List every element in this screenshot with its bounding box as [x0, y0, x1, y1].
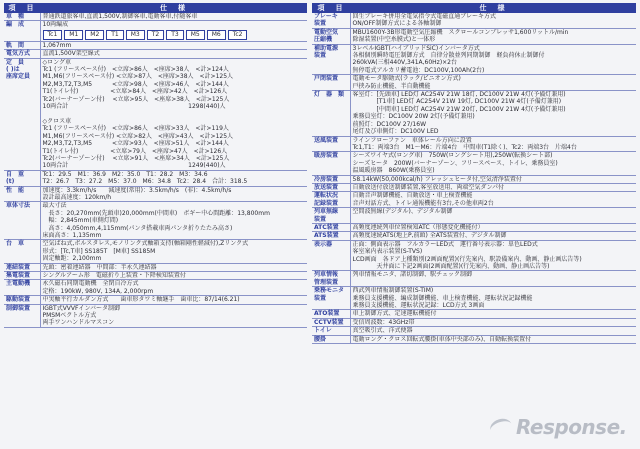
spec-value — [350, 152, 636, 175]
spec-label: トイレ — [312, 327, 350, 335]
spec-value — [350, 271, 636, 287]
spec-row — [4, 272, 307, 280]
spec-label: 運転状況 記録装置 — [312, 192, 350, 208]
spec-text: 電動モータ駆動式(ラック/ピニオン方式) 戸挟み防止機能、半自動機能 — [352, 75, 461, 90]
spec-value — [350, 335, 636, 343]
spec-text: 空間波無線(デジタル)、デジタル制御 — [352, 208, 453, 216]
spec-row — [312, 183, 636, 191]
header-spec: 仕 様 — [350, 3, 636, 13]
spec-value — [40, 280, 307, 296]
header-item: 項 目 — [4, 3, 40, 13]
spec-value — [40, 41, 307, 49]
car-box: Tc1 — [43, 30, 63, 40]
spec-text: 電動ロング・クロス回転式腰掛(車体中央部のみ)、自動転換装置付 — [352, 335, 532, 343]
spec-label: 性 能 — [4, 186, 40, 202]
spec-row — [4, 170, 307, 186]
spec-value — [40, 202, 307, 240]
spec-value — [40, 240, 307, 263]
spec-text: 加速度：3.3km/h/s 減速度(常用)：3.5km/h/s (非)：4.5km/h/s 設計最高速度：120km/h — [42, 186, 232, 201]
spec-label: 集電装置 — [4, 272, 40, 280]
spec-label: 列車情報 管理装置 — [312, 271, 350, 287]
spec-row — [312, 136, 636, 152]
left-spec-table — [4, 3, 307, 328]
spec-row — [4, 58, 307, 170]
right-spec-table — [312, 3, 636, 344]
spec-row — [312, 271, 636, 287]
header-spec: 仕 様 — [40, 3, 307, 13]
spec-value — [350, 91, 636, 136]
spec-label: ブレーキ 装置 — [312, 13, 350, 28]
spec-value — [350, 13, 636, 28]
spec-text: 真空吸引式、洋式便器 — [352, 327, 413, 335]
spec-row — [312, 232, 636, 240]
spec-row — [312, 28, 636, 44]
car-box: T2 — [147, 30, 164, 40]
right-table-header — [312, 3, 636, 13]
spec-text: シングルアーム形 電磁折り上装置・下降検知装置付 — [42, 272, 186, 279]
spec-value — [40, 186, 307, 202]
spec-label: 車体寸法 — [4, 202, 40, 240]
spec-text: 最大寸法 長さ：20,270mm(先頭車)20,000mm(中間車) ボギー中心間距離：13,800mm 幅：2,845mm(車側灯間) 高さ：4,050mm,4,115mm(パンタ搭載車両パンタ折りたたみ高さ) 床面高さ：1,135mm — [42, 202, 270, 239]
spec-row — [312, 310, 636, 318]
left-table-header — [4, 3, 307, 13]
spec-value — [350, 75, 636, 91]
spec-row — [4, 202, 307, 240]
spec-value — [40, 263, 307, 271]
spec-table-right — [312, 3, 636, 443]
spec-text: MBU1600Y-3B形電動空気圧縮機 スクロールコンプレッサ1,600リットル/min 除湿装置(中空糸膜式)と一体形 — [352, 28, 569, 44]
spec-label: 灯 器 類 — [312, 91, 350, 136]
spec-label: 冷房装置 — [312, 175, 350, 183]
spec-value — [350, 232, 636, 240]
spec-label: 駆動装置 — [4, 296, 40, 304]
spec-text: Tc1：29.5 M1：36.9 M2：35.0 T1：28.2 M3：34.6 T2：26.7 T3：27.2 M5：37.0 M6：34.8 Tc2：28.4 合計：318.5 — [42, 170, 248, 186]
spec-label: 電気方式 — [4, 50, 40, 58]
spec-text: 正面：側面表示器 フルカラーLED式 運行番号表示器：単色LED式 客室案内表示装置(S-TVS) LCD画面 各ドア上種類別(2画面配置)(行先案内、駅設備案内、動画、静止画広告等) 天井面に下記2画面(2画面配置)(行先案内、動画、静止画広告等) — [352, 240, 582, 270]
spec-label: 編 成 — [4, 21, 40, 41]
spec-value — [350, 318, 636, 326]
spec-value — [40, 21, 307, 41]
spec-value — [350, 223, 636, 231]
spec-text: 空気ばね式,ボルスタレス,モノリンク式軸箱支持(軸箱剛性軽減付),Zリンク式 形式：[Tc,T車] SS185T [M車] SS185M 固定軸距：2,100mm — [42, 240, 249, 263]
spec-row — [312, 208, 636, 224]
spec-label: 列車無線 装置 — [312, 208, 350, 224]
spec-value — [40, 296, 307, 304]
car-box: M3 — [126, 30, 145, 40]
spec-label: 乗務モニタ 装置 — [312, 287, 350, 310]
spec-text: 3レベルIGBT(ハイブリッドSiC)インバータ方式 各相個別瞬時電圧制御方式 自律分散並列同期制御 軽負荷休止制御付 260kVA(三相440V,341A,60Hz)×2台 無停電式アルカリ蓄電池：DC100V,100Ah(2台) — [352, 44, 545, 74]
spec-row — [4, 186, 307, 202]
spec-text: 回生ブレーキ併用全電気指令式電磁直通ブレーキ方式 ON/OFF制御方式による各軸制御 — [352, 13, 497, 28]
spec-value — [350, 28, 636, 44]
spec-row — [4, 304, 307, 327]
spec-label: 送風装置 — [312, 136, 350, 152]
spec-value — [350, 208, 636, 224]
spec-value — [350, 287, 636, 310]
response-watermark — [490, 413, 630, 441]
spec-text: 直流1,500V架空線式 — [42, 50, 100, 58]
spec-text: 自動音声制御機能、自動放送・車上検査機能 音声対話方式、トイレ通報機能有3台,その他車両2台 — [352, 192, 494, 207]
spec-row — [4, 21, 307, 41]
spec-label: 車 種 — [4, 13, 40, 21]
spec-label: 戸閉装置 — [312, 75, 350, 91]
car-formation — [43, 30, 306, 40]
spec-row — [4, 296, 307, 304]
spec-label: 定 員 ( )は 座席定員 — [4, 58, 40, 170]
spec-value — [40, 170, 307, 186]
spec-row — [4, 280, 307, 296]
spec-text: 受信周波数：43GHz帯 — [352, 318, 415, 326]
spec-text: 普通鉄道旅客車,直流1,500V,制御客車,電動客車,付随客車 — [42, 13, 198, 20]
spec-label: 制御装置 — [4, 304, 40, 327]
spec-text: 永久磁石同期電動機 全閉自冷方式 定格：190kW, 980V, 134A, 2,000rpm — [42, 280, 154, 295]
spec-value — [40, 50, 307, 58]
spec-value — [40, 58, 307, 170]
spec-text: 自動放送付放送制御装置,客室放送用、両端空気ダンパ付 — [352, 183, 505, 191]
spec-text: シーズワイヤ式(ロング車) 750W(ロングシート用),250W(転換シート部) シーズヒータ 200W(バーナーゾーン、フリースペース、トイレ、乗務員室) 温風暖房器 860W(乗務員室) — [352, 152, 558, 175]
spec-label: 暖房装置 — [312, 152, 350, 175]
spec-label: 台 車 — [4, 240, 40, 263]
car-box: M6 — [207, 30, 226, 40]
spec-label: 電動空気 圧縮機 — [312, 28, 350, 44]
spec-value — [350, 175, 636, 183]
spec-row — [4, 13, 307, 21]
spec-value — [350, 44, 636, 75]
spec-text: ◇ロング車 Tc1 (フリースペース付) <立席>86人 <座席>38人 <計>124人 M1,M6(フリースペース付) <立席>87人 <座席>38人 <計>125人 M2,M3,T2,T3,M5 <立席>98人 <座席>46人 <計>144人 T1(トイレ付) <立席>84人 <座席>42人 <計>126人 Tc2(バーナーゾーン付) <立席>95人 <座席>38人 <計>125人 10両合計 1298(440)人 ◇クロス車 Tc1 (フリースペース付) <立席>86人 <座席>33人 <計>119人 M1,M6(フリースペース付) <立席>82人 <座席>43人 <計>125人 M2,M3,T2,T3,M5 <立席>93人 <座席>51人 <計>144人 T1(トイレ付) <立席>79人 <座席>47人 <計>126人 Tc2(バーナーゾーン付) <立席>91人 <座席>34人 <計>125人 10両合計 1249(440)人 — [42, 58, 234, 170]
spec-row — [312, 152, 636, 175]
spec-value — [350, 192, 636, 208]
spec-label: 放送装置 — [312, 183, 350, 191]
spec-row — [312, 318, 636, 326]
spec-text: 1,067mm — [42, 41, 72, 49]
spec-row — [4, 263, 307, 271]
spec-text: ラインフローファン 車体レール方向に設置 Tc1,T1：両端3台 M1〜M6：片端4台 中間車(T1除く)、Tc2：両端3台 片端4台 — [352, 136, 577, 151]
spec-table-left — [4, 3, 307, 443]
spec-row — [312, 175, 636, 183]
spec-label: 補助電源 装置 — [312, 44, 350, 75]
spec-row — [312, 13, 636, 28]
spec-text: 列車情報モニタ、諸切制御、駅チェック制御 — [352, 271, 472, 279]
spec-value — [350, 310, 636, 318]
car-box: T1 — [106, 30, 123, 40]
spec-text: 高頻度速続ATS(地上P,前頭) 全ATS装置付、デジタル制御 — [352, 232, 507, 240]
spec-row — [312, 223, 636, 231]
car-box: M1 — [64, 30, 83, 40]
spec-value — [350, 240, 636, 271]
spec-text: 中実軸平行カルダン方式 歯車形タワミ軸継手 歯車比：87/14(6.21) — [42, 296, 240, 304]
spec-text: 高頻度連続列車位置検知ATC（形態変化機能付） — [352, 223, 484, 231]
spec-label: ATS装置 — [312, 232, 350, 240]
spec-row — [312, 44, 636, 75]
spec-value — [40, 272, 307, 280]
swoosh-logo-icon — [488, 416, 514, 439]
spec-value — [350, 327, 636, 335]
spec-text: IGBT式VVVFインバータ制御 PMSMベクトル方式 両手ワンハンドルマスコン — [42, 304, 121, 327]
spec-row — [312, 75, 636, 91]
spec-value — [40, 13, 307, 21]
spec-label: 主電動機 — [4, 280, 40, 296]
spec-row — [4, 50, 307, 58]
spec-row — [4, 41, 307, 49]
car-box: M5 — [186, 30, 205, 40]
spec-text: 10両編成 — [42, 21, 69, 29]
spec-label: 軌 間 — [4, 41, 40, 49]
car-box: M2 — [85, 30, 104, 40]
car-box: Tc2 — [228, 30, 248, 40]
spec-label: 自 重 (t) — [4, 170, 40, 186]
spec-text: 58.14kW(50,000kcal/h) フレッシュヒータ付,空気清浄装置付 — [352, 175, 522, 183]
spec-text: 西武列車情報制御装置(S-TIM) 乗務員支援機能、編成制御機能、車上検査機能、運転状況記録機能 乗務員支援機能、運転状況記録：LCD方式 3画面 — [352, 287, 533, 310]
spec-row — [312, 335, 636, 343]
spec-label: ATC装置 — [312, 223, 350, 231]
spec-row — [4, 240, 307, 263]
spec-label: ATO装置 — [312, 310, 350, 318]
spec-label: 腰掛 — [312, 335, 350, 343]
spec-text: 先頭：密着連結器 中間部：半永久連結器 — [42, 263, 157, 271]
spec-row — [312, 287, 636, 310]
spec-row — [312, 240, 636, 271]
spec-row — [312, 327, 636, 335]
spec-label: CCTV装置 — [312, 318, 350, 326]
spec-row — [312, 192, 636, 208]
spec-label: 連結装置 — [4, 263, 40, 271]
spec-value — [40, 304, 307, 327]
spec-row — [312, 91, 636, 136]
spec-label: 表示器 — [312, 240, 350, 271]
watermark-text: Response. — [516, 415, 627, 439]
spec-text: 客室灯：[先頭車] LED灯 AC254V 21W 18灯, DC100V 21W 4灯(予備灯兼用) [T1車] LED灯 AC254V 21W 19灯, DC100V 21W 4灯(予備灯兼用) [中間車] LED灯 AC254V 21W 20灯, DC100V 21W 4灯(予備灯兼用) 乗務員室灯：DC100V 20W 2灯(予備灯兼用) 前照灯：DC100V 27/16W 尾灯及び車側灯：DC100V LED — [352, 91, 566, 136]
header-item: 項 目 — [312, 3, 350, 13]
spec-value — [350, 136, 636, 152]
car-box: T3 — [166, 30, 183, 40]
spec-text: 車上制御方式、定速運転機能付 — [352, 310, 437, 318]
spec-value — [350, 183, 636, 191]
